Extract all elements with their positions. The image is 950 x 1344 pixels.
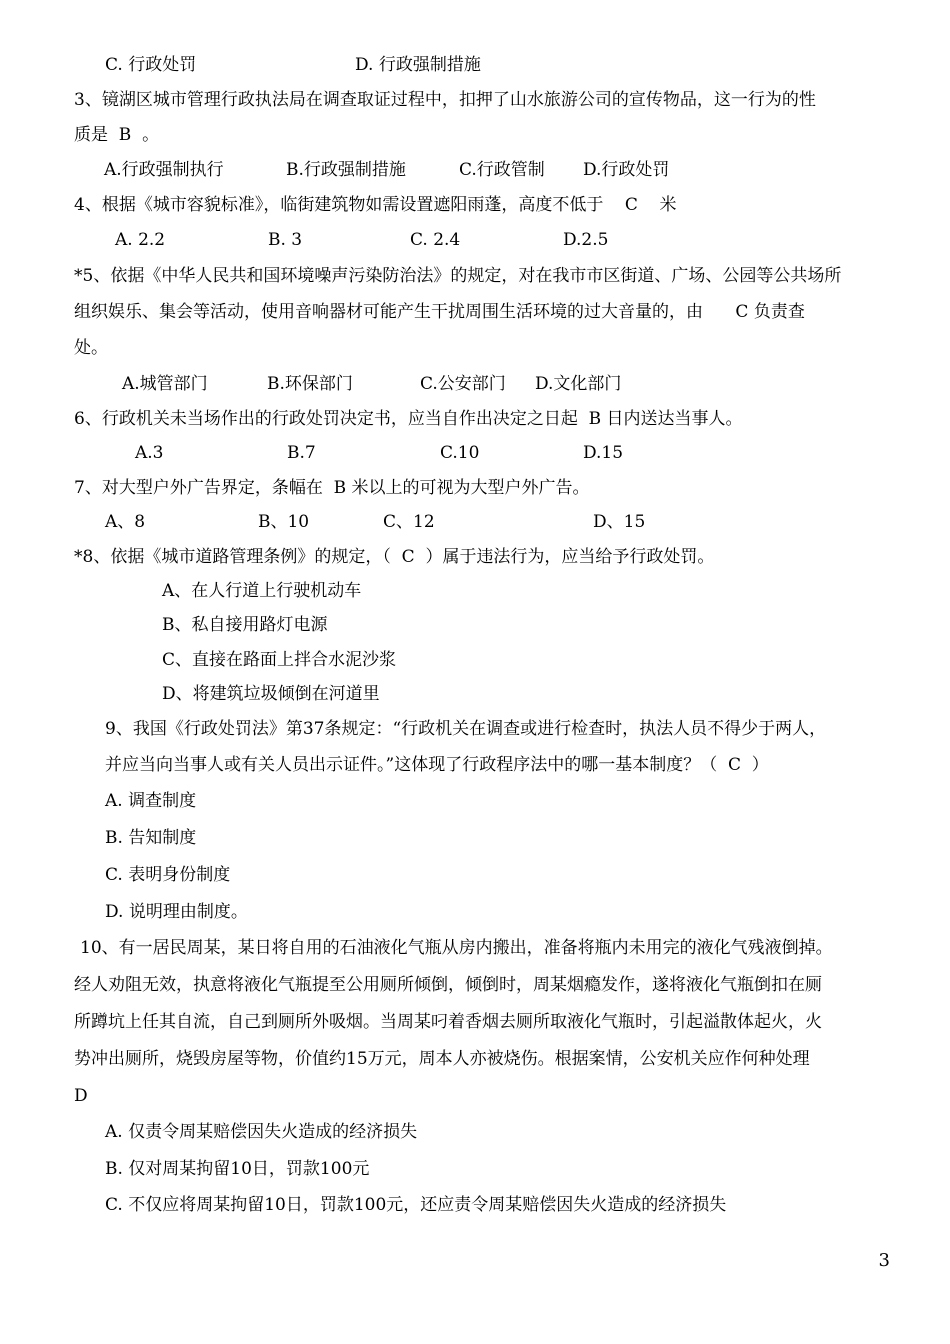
option-text: B. 3 <box>268 230 303 250</box>
option-text: D.行政处罚 <box>583 160 670 180</box>
option-text: C、12 <box>383 512 435 532</box>
question-text: 所蹲坑上任其自流，自己到厕所外吸烟。当周某叼着香烟去厕所取液化气瓶时，引起溢散体起火，火 <box>74 1012 822 1032</box>
option-text: D.15 <box>583 443 624 463</box>
option-text: A.行政强制执行 <box>104 160 224 180</box>
question-text: *5、依据《中华人民共和国环境噪声污染防治法》的规定，对在我市市区街道、广场、公园等公共场所 <box>74 266 842 286</box>
question-text: 6、行政机关未当场作出的行政处罚决定书，应当自作出决定之日起 B 日内送达当事人。 <box>74 409 743 429</box>
question-text: 4、根据《城市容貌标准》，临街建筑物如需设置遮阳雨蓬，高度不低于 C 米 <box>74 195 677 215</box>
question-text: 并应当向当事人或有关人员出示证件。”这体现了行政程序法中的哪一基本制度？（ C ） <box>105 755 769 775</box>
option-text: A.3 <box>135 443 164 463</box>
answer-text: D <box>74 1086 88 1106</box>
question-text: 处。 <box>74 338 108 358</box>
question-text: 7、对大型户外广告界定，条幅在 B 米以上的可视为大型户外广告。 <box>74 478 590 498</box>
option-text: A. 调查制度 <box>105 791 197 811</box>
option-text: C. 表明身份制度 <box>105 865 231 885</box>
option-text: C. 2.4 <box>410 230 461 250</box>
option-text: A. 2.2 <box>115 230 166 250</box>
option-text: B、私自接用路灯电源 <box>162 615 328 635</box>
question-text: 质是 B 。 <box>74 125 160 145</box>
option-text: D、15 <box>593 512 646 532</box>
option-text: C. 不仅应将周某拘留10日，罚款100元，还应责令周某赔偿因失火造成的经济损失 <box>105 1195 727 1215</box>
option-text: B、10 <box>258 512 310 532</box>
question-text: 10、有一居民周某，某日将自用的石油液化气瓶从房内搬出，准备将瓶内未用完的液化气残液倒掉。 <box>80 938 833 958</box>
option-text: C.10 <box>440 443 480 463</box>
option-text: D、将建筑垃圾倾倒在河道里 <box>162 684 380 704</box>
option-text: B.7 <box>287 443 316 463</box>
page-number: 3 <box>878 1250 890 1271</box>
question-text: 经人劝阻无效，执意将液化气瓶提至公用厕所倾倒，倾倒时，周某烟瘾发作，遂将液化气瓶倒扣在厕 <box>74 975 822 995</box>
option-text: A、在人行道上行驶机动车 <box>162 581 362 601</box>
question-text: 3、镜湖区城市管理行政执法局在调查取证过程中，扣押了山水旅游公司的宣传物品，这一行为的性 <box>74 90 816 110</box>
question-text: 组织娱乐、集会等活动，使用音响器材可能产生干扰周围生活环境的过大音量的，由 C 负责查 <box>74 302 805 322</box>
option-text: C.公安部门 <box>420 374 506 394</box>
option-text: A、8 <box>105 512 146 532</box>
option-text: C. 行政处罚 <box>105 55 197 75</box>
question-text: 9、我国《行政处罚法》第37条规定：“行政机关在调查或进行检查时，执法人员不得少于两人， <box>105 719 827 739</box>
option-text: D. 说明理由制度。 <box>105 902 248 922</box>
option-text: D. 行政强制措施 <box>355 55 481 75</box>
option-text: A.城管部门 <box>122 374 208 394</box>
option-text: D.2.5 <box>563 230 609 250</box>
option-text: D.文化部门 <box>535 374 622 394</box>
option-text: C.行政管制 <box>459 160 545 180</box>
option-text: B. 告知制度 <box>105 828 197 848</box>
question-text: *8、依据《城市道路管理条例》的规定，（ C ）属于违法行为，应当给予行政处罚。 <box>74 547 715 567</box>
option-text: B.环保部门 <box>267 374 353 394</box>
option-text: C、直接在路面上拌合水泥沙浆 <box>162 650 397 670</box>
option-text: A. 仅责令周某赔偿因失火造成的经济损失 <box>105 1122 418 1142</box>
question-text: 势冲出厕所，烧毁房屋等物，价值约15万元，周本人亦被烧伤。根据案情，公安机关应作何种处理 <box>74 1049 810 1069</box>
option-text: B.行政强制措施 <box>286 160 406 180</box>
option-text: B. 仅对周某拘留10日，罚款100元 <box>105 1159 370 1179</box>
